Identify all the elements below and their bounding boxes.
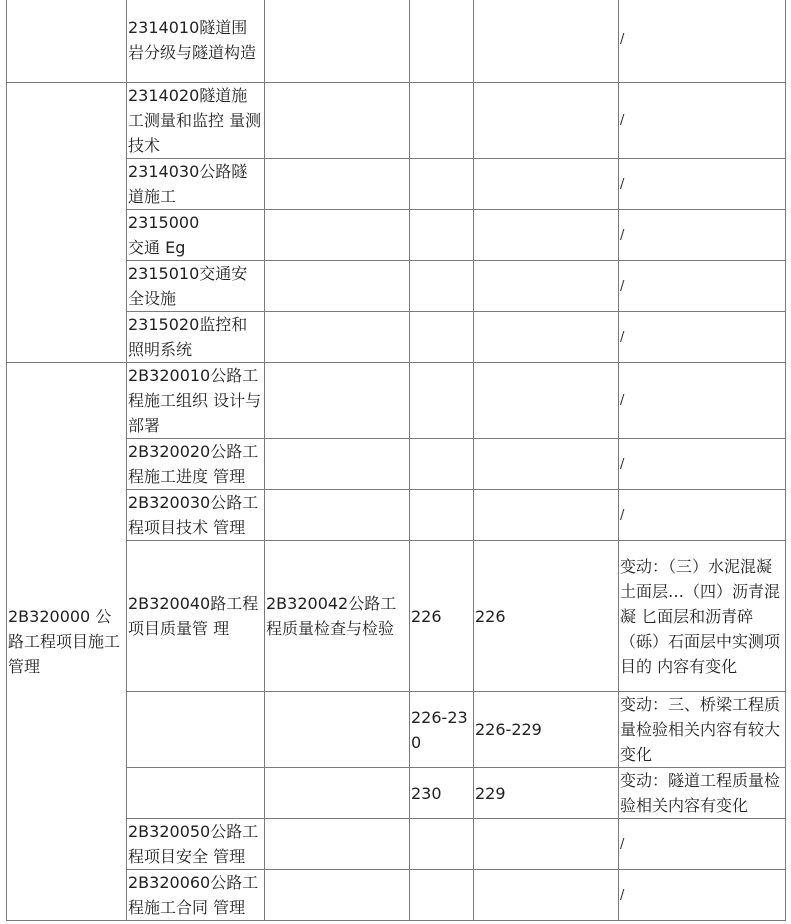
change-cell: 变动：三、桥梁工程质量检验相关内容有较大变化 [619,692,786,768]
subsection-cell [265,83,410,159]
section-cell: 2315020监控和照明系统 [127,312,265,363]
change-cell: 变动：隧道工程质量检验相关内容有变化 [619,768,786,819]
chapter-cell [7,83,127,363]
new-page-cell [474,83,619,159]
subsection-cell [265,312,410,363]
old-page-cell [410,0,474,83]
section-cell: 2B320030公路工程项目技术 管理 [127,490,265,541]
new-page-cell [474,870,619,921]
change-cell: / [619,870,786,921]
new-page-cell [474,819,619,870]
section-cell: 2314030公路隧道施工 [127,159,265,210]
subsection-cell [265,210,410,261]
section-cell: 2B320050公路工程项目安全 管理 [127,819,265,870]
subsection-cell [265,439,410,490]
change-cell: / [619,490,786,541]
new-page-cell [474,159,619,210]
subsection-cell [265,819,410,870]
new-page-cell: 226 [474,541,619,692]
new-page-cell [474,0,619,83]
section-cell: 2B320040路工程项目质量管 理 [127,541,265,692]
old-page-cell [410,261,474,312]
old-page-cell [410,159,474,210]
change-cell: 变动：（三）水泥混凝土面层…（四）沥青混凝 匕面层和沥青碎（砾）石面层中实测项目的 内容有变化 [619,541,786,692]
section-cell: 2B320020公路工程施工进度 管理 [127,439,265,490]
table-row [7,0,786,83]
section-cell: 2B320060公路工程施工合同 管理 [127,870,265,921]
subsection-cell [265,490,410,541]
old-page-cell [410,439,474,490]
section-cell: 2B320010公路工程施工组织 设计与部署 [127,363,265,439]
chapter-cell: 2B320000 公路工程项目施工管理 [7,363,127,921]
change-cell: / [619,363,786,439]
change-cell: / [619,0,786,83]
subsection-cell [265,0,410,83]
curriculum-table [6,0,786,921]
change-cell: / [619,210,786,261]
new-page-cell [474,439,619,490]
old-page-cell [410,210,474,261]
new-page-cell: 229 [474,768,619,819]
change-cell: / [619,83,786,159]
subsection-cell: 2B320042公路工程质量检查与检验 [265,541,410,692]
old-page-cell [410,312,474,363]
section-cell [127,768,265,819]
new-page-cell [474,312,619,363]
old-page-cell: 226-230 [410,692,474,768]
subsection-cell [265,870,410,921]
section-cell: 2314020隧道施工测量和监控 量测技术 [127,83,265,159]
subsection-cell [265,261,410,312]
change-cell: / [619,159,786,210]
old-page-cell [410,363,474,439]
new-page-cell [474,490,619,541]
change-cell: / [619,261,786,312]
chapter-cell [7,0,127,83]
subsection-cell [265,363,410,439]
change-cell: / [619,819,786,870]
new-page-cell [474,363,619,439]
subsection-cell [265,159,410,210]
old-page-cell: 226 [410,541,474,692]
section-cell: 2314010隧道围岩分级与隧道构造 [127,0,265,83]
change-cell: / [619,439,786,490]
section-cell [127,692,265,768]
subsection-cell [265,768,410,819]
table-row [7,363,786,439]
old-page-cell: 230 [410,768,474,819]
new-page-cell [474,261,619,312]
old-page-cell [410,819,474,870]
subsection-cell [265,692,410,768]
new-page-cell: 226-229 [474,692,619,768]
table-row [7,83,786,159]
old-page-cell [410,490,474,541]
new-page-cell [474,210,619,261]
section-cell: 2315000 交通 Eg [127,210,265,261]
section-cell: 2315010交通安全设施 [127,261,265,312]
change-cell: / [619,312,786,363]
old-page-cell [410,870,474,921]
old-page-cell [410,83,474,159]
